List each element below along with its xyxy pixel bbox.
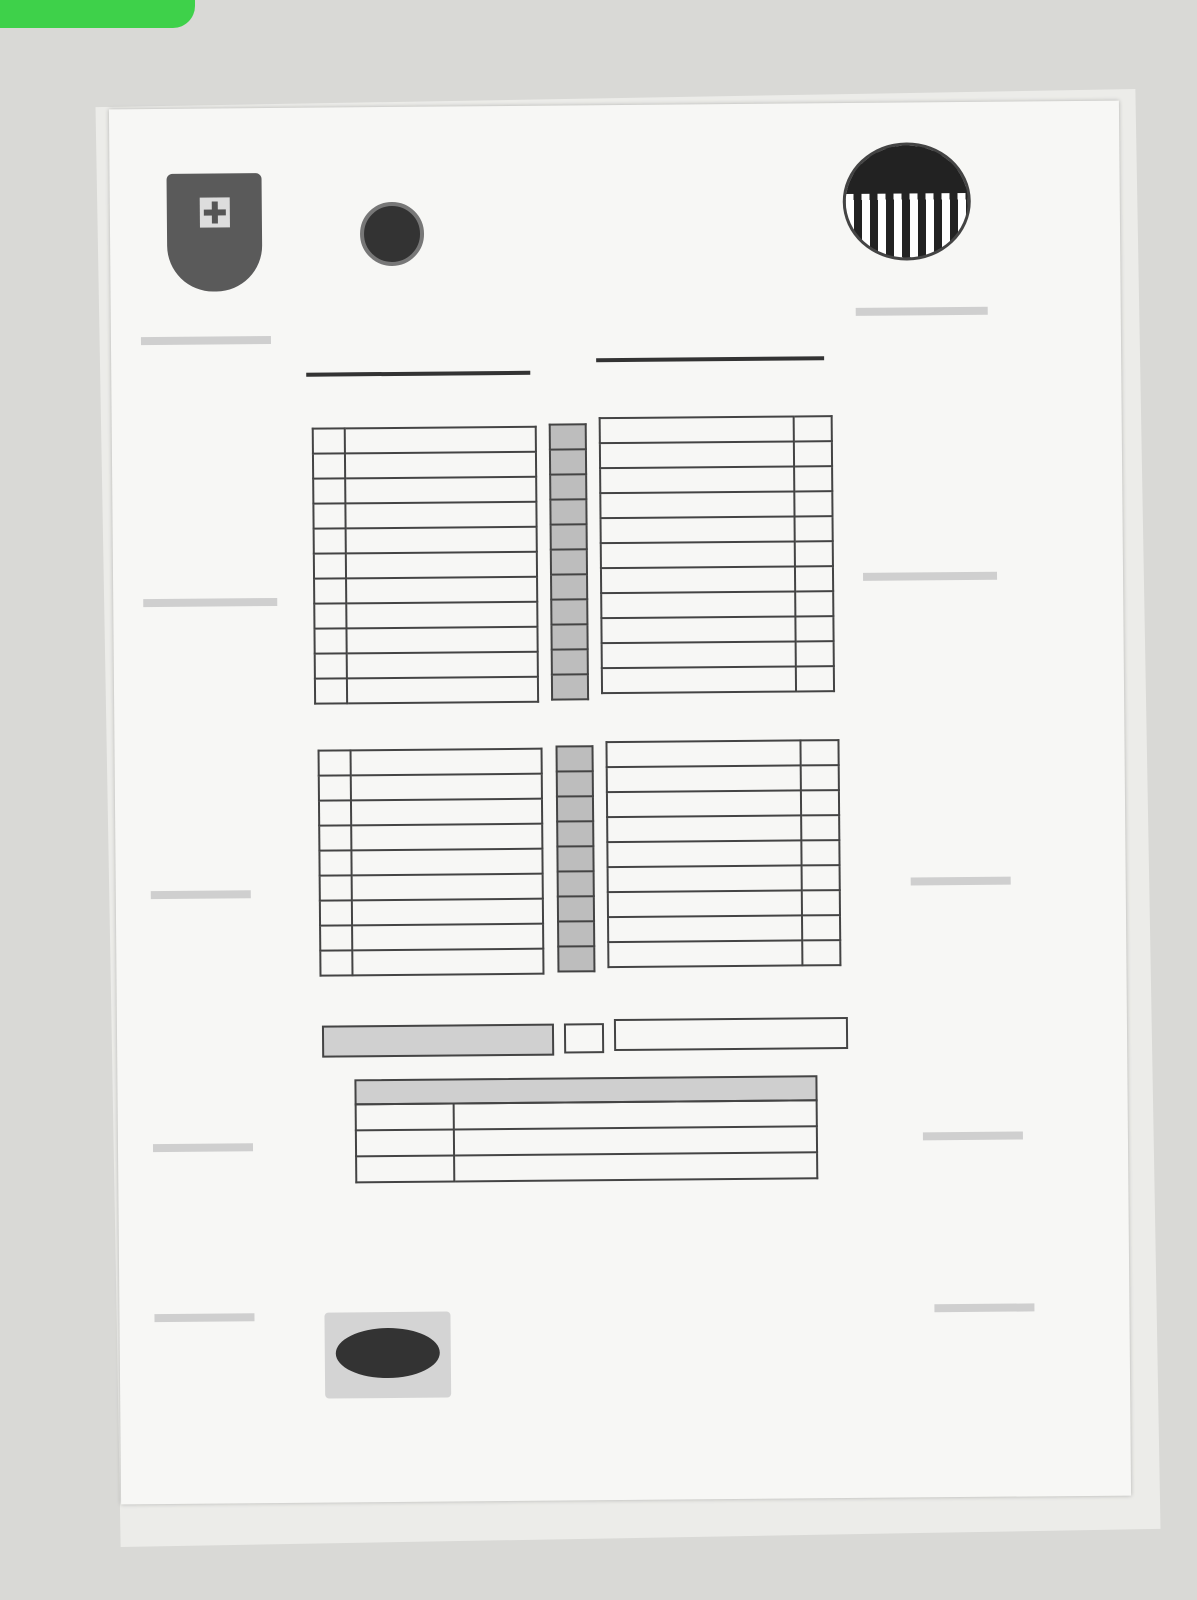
home-starters-table	[312, 426, 539, 705]
coach-label	[564, 1023, 604, 1053]
referee-role	[356, 1129, 454, 1156]
player-birthyear	[320, 950, 352, 975]
shirt-number	[558, 921, 594, 946]
right-angoli	[934, 1303, 1034, 1312]
player-birthyear	[319, 750, 351, 775]
gamma-logo	[515, 1339, 685, 1340]
player-birthyear	[320, 925, 352, 950]
gamma-subtext	[515, 1339, 685, 1340]
shirt-number	[551, 524, 587, 549]
lnd-logo	[360, 202, 425, 267]
player-row	[319, 849, 542, 876]
player-row	[600, 466, 832, 493]
green-object	[0, 0, 195, 28]
shirt-row	[558, 921, 594, 946]
player-row	[315, 652, 538, 679]
player-row	[319, 774, 542, 801]
player-name	[608, 890, 802, 917]
player-birthyear	[314, 603, 346, 628]
player-name	[607, 840, 801, 867]
espulsi-label	[923, 1131, 1023, 1140]
player-row	[320, 924, 543, 951]
player-row	[319, 749, 542, 776]
player-birthyear	[319, 850, 351, 875]
player-name	[607, 790, 801, 817]
away-subs-table	[605, 739, 841, 968]
player-name	[608, 865, 802, 892]
player-row	[313, 502, 536, 529]
player-row	[602, 641, 834, 668]
player-name	[601, 516, 795, 543]
shirt-number	[550, 449, 586, 474]
player-row	[608, 865, 840, 892]
left-marcatori	[143, 598, 277, 607]
shirt-number	[551, 549, 587, 574]
bevagna-logo	[166, 173, 262, 292]
player-birthyear	[794, 466, 832, 491]
player-birthyear	[314, 528, 346, 553]
player-birthyear	[315, 653, 347, 678]
shirt-row	[558, 946, 594, 971]
player-row	[315, 677, 538, 704]
shirt-number	[551, 574, 587, 599]
shirt-row	[557, 846, 593, 871]
shirt-row	[550, 424, 586, 449]
player-row	[601, 516, 833, 543]
shirt-number	[551, 599, 587, 624]
player-birthyear	[313, 503, 345, 528]
player-row	[319, 824, 542, 851]
shirt-number	[557, 746, 593, 771]
player-row	[608, 890, 840, 917]
referee-role	[356, 1103, 454, 1130]
player-birthyear	[315, 678, 347, 703]
player-row	[600, 416, 832, 443]
player-birthyear	[795, 591, 833, 616]
player-name	[346, 602, 537, 629]
player-row	[314, 527, 537, 554]
shirt-row	[557, 746, 593, 771]
player-birthyear	[314, 578, 346, 603]
player-birthyear	[314, 628, 346, 653]
player-birthyear	[795, 566, 833, 591]
left-espulsi	[153, 1143, 253, 1152]
shirt-row	[550, 449, 586, 474]
referee-box	[354, 1075, 818, 1183]
player-name	[347, 652, 538, 679]
logo-text	[845, 153, 967, 154]
player-birthyear	[802, 940, 840, 965]
shirt-numbers-starters	[549, 423, 589, 700]
player-row	[313, 477, 536, 504]
player-name	[601, 616, 795, 643]
player-birthyear	[800, 740, 838, 765]
shirt-row	[558, 871, 594, 896]
player-name	[351, 799, 542, 826]
player-name	[351, 849, 542, 876]
player-name	[600, 441, 794, 468]
player-name	[352, 874, 543, 901]
player-row	[600, 441, 832, 468]
player-row	[314, 552, 537, 579]
left-angoli	[154, 1313, 254, 1322]
player-birthyear	[320, 875, 352, 900]
shirt-number	[558, 896, 594, 921]
player-row	[607, 790, 839, 817]
player-row	[600, 491, 832, 518]
away-coach	[614, 1017, 848, 1051]
player-row	[319, 799, 542, 826]
player-row	[320, 949, 543, 976]
savic-text	[336, 1328, 440, 1379]
player-row	[608, 940, 840, 967]
right-espulsi	[923, 1131, 1023, 1140]
referee-role	[356, 1155, 454, 1182]
shirt-row	[557, 821, 593, 846]
player-name	[601, 541, 795, 568]
player-row	[314, 627, 537, 654]
player-name	[600, 416, 794, 443]
bastia-logo	[842, 142, 971, 261]
shirt-row	[550, 499, 586, 524]
player-name	[351, 774, 542, 801]
home-team	[306, 371, 530, 377]
player-name	[345, 427, 536, 454]
referee-name	[454, 1126, 817, 1155]
shirt-number	[558, 946, 594, 971]
angoli-label	[934, 1303, 1034, 1312]
player-birthyear	[801, 790, 839, 815]
player-name	[608, 940, 802, 967]
player-birthyear	[319, 775, 351, 800]
logo-text	[167, 181, 262, 182]
shirt-row	[552, 674, 588, 699]
player-name	[600, 491, 794, 518]
referee-name	[454, 1152, 817, 1181]
logo-text	[845, 153, 967, 154]
shirt-row	[550, 474, 586, 499]
player-name	[602, 641, 796, 668]
player-name	[606, 740, 800, 767]
ammoniti-label	[911, 877, 1011, 886]
espulsi-label	[153, 1143, 253, 1152]
left-sostituzioni	[141, 336, 271, 345]
player-name	[346, 577, 537, 604]
player-birthyear	[795, 516, 833, 541]
player-birthyear	[314, 553, 346, 578]
player-name	[347, 677, 538, 704]
player-birthyear	[801, 840, 839, 865]
player-birthyear	[313, 453, 345, 478]
player-birthyear	[796, 641, 834, 666]
player-name	[352, 899, 543, 926]
player-name	[601, 591, 795, 618]
right-marcatori	[863, 572, 997, 581]
player-birthyear	[320, 900, 352, 925]
shirt-number	[550, 424, 586, 449]
player-name	[346, 552, 537, 579]
shirt-row	[551, 599, 587, 624]
player-name	[601, 566, 795, 593]
home-coach	[322, 1024, 554, 1058]
logo-text	[167, 181, 262, 182]
savic-logo	[324, 1311, 451, 1398]
player-row	[606, 740, 838, 767]
player-name	[346, 627, 537, 654]
shirt-row	[558, 896, 594, 921]
player-row	[607, 840, 839, 867]
player-birthyear	[802, 915, 840, 940]
sostituzioni-label	[856, 307, 988, 316]
player-row	[320, 874, 543, 901]
gamma-text	[515, 1339, 685, 1340]
match-sheet	[109, 101, 1131, 1505]
marcatori-label	[863, 572, 997, 581]
player-birthyear	[313, 428, 345, 453]
player-row	[313, 427, 536, 454]
player-row	[314, 602, 537, 629]
player-row	[608, 915, 840, 942]
player-birthyear	[795, 616, 833, 641]
shirt-number	[552, 674, 588, 699]
player-row	[602, 666, 834, 693]
player-birthyear	[796, 666, 834, 691]
shirt-row	[557, 796, 593, 821]
player-name	[345, 477, 536, 504]
player-name	[352, 949, 543, 976]
shirt-row	[551, 574, 587, 599]
shirt-number	[557, 771, 593, 796]
player-row	[601, 616, 833, 643]
cross-icon	[199, 197, 229, 227]
shirt-row	[551, 549, 587, 574]
player-row	[607, 765, 839, 792]
away-starters-table	[599, 415, 835, 694]
referee-row	[356, 1152, 817, 1182]
player-birthyear	[313, 478, 345, 503]
referee-row	[356, 1100, 817, 1130]
player-row	[320, 899, 543, 926]
player-birthyear	[801, 765, 839, 790]
sostituzioni-label	[141, 336, 271, 345]
player-name	[345, 452, 536, 479]
shirt-number	[550, 474, 586, 499]
player-name	[351, 749, 542, 776]
player-birthyear	[319, 825, 351, 850]
left-ammoniti	[151, 890, 251, 899]
player-birthyear	[794, 416, 832, 441]
shirt-number	[557, 796, 593, 821]
player-name	[607, 815, 801, 842]
shirt-row	[551, 524, 587, 549]
player-name	[600, 466, 794, 493]
angoli-label	[154, 1313, 254, 1322]
logo-text	[845, 153, 967, 154]
away-team	[596, 356, 824, 362]
player-birthyear	[802, 890, 840, 915]
player-birthyear	[794, 491, 832, 516]
shirt-number	[552, 649, 588, 674]
shirt-row	[551, 624, 587, 649]
player-name	[352, 924, 543, 951]
referee-name	[454, 1100, 817, 1129]
player-name	[602, 666, 796, 693]
referee-row	[356, 1126, 817, 1156]
player-row	[314, 577, 537, 604]
home-subs-table	[318, 748, 545, 977]
player-row	[601, 591, 833, 618]
player-birthyear	[795, 541, 833, 566]
marcatori-label	[143, 598, 277, 607]
shirt-row	[552, 649, 588, 674]
shirt-row	[557, 771, 593, 796]
shirt-numbers-subs	[556, 745, 596, 972]
player-row	[601, 541, 833, 568]
player-row	[601, 566, 833, 593]
player-name	[351, 824, 542, 851]
shirt-number	[551, 624, 587, 649]
player-birthyear	[794, 441, 832, 466]
referee-table	[355, 1099, 819, 1183]
shirt-number	[557, 846, 593, 871]
player-row	[607, 815, 839, 842]
player-birthyear	[802, 865, 840, 890]
right-ammoniti	[911, 877, 1011, 886]
shirt-number	[550, 499, 586, 524]
ammoniti-label	[151, 890, 251, 899]
shirt-number	[558, 871, 594, 896]
player-name	[346, 527, 537, 554]
right-sostituzioni	[856, 307, 988, 316]
player-birthyear	[801, 815, 839, 840]
player-birthyear	[319, 800, 351, 825]
shirt-number	[557, 821, 593, 846]
player-row	[313, 452, 536, 479]
player-name	[607, 765, 801, 792]
player-name	[345, 502, 536, 529]
player-name	[608, 915, 802, 942]
